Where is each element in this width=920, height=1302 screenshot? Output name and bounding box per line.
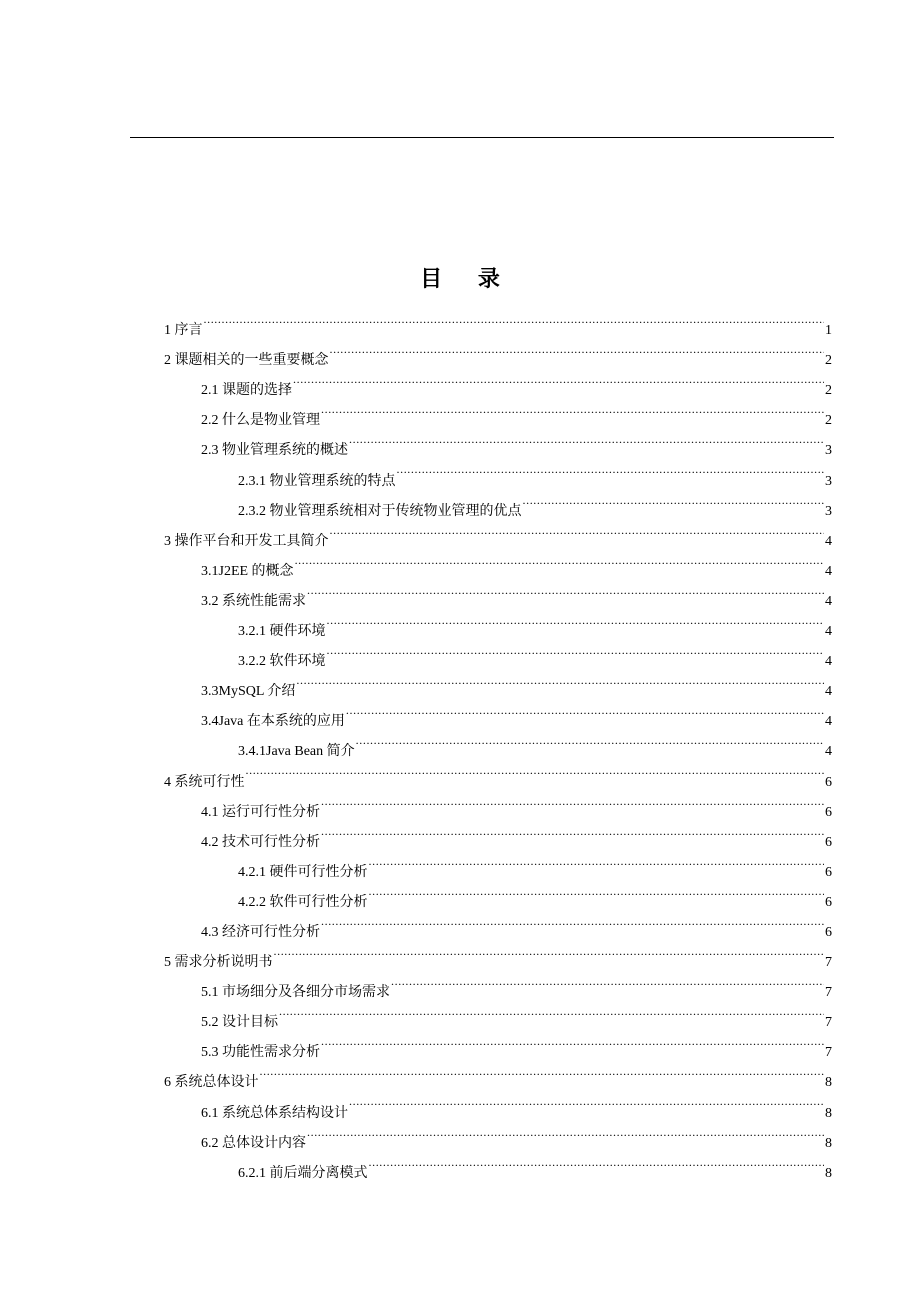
toc-dot-leader [369, 1147, 825, 1177]
toc-entry-page-number: 8 [825, 1135, 832, 1151]
toc-entry-page-number: 6 [825, 774, 832, 790]
toc-entry-page-number: 4 [825, 533, 832, 549]
toc-dot-leader [204, 304, 825, 334]
toc-entry-page-number: 3 [825, 473, 832, 489]
toc-entry[interactable] [164, 304, 832, 339]
toc-dot-leader [246, 755, 825, 785]
toc-dot-leader [369, 846, 825, 876]
toc-entry-page-number: 3 [825, 443, 832, 459]
toc-entry-label: 6.2.1 前后端分离模式 [238, 1165, 368, 1181]
toc-entry-label: 3.4.1Java Bean 简介 [238, 744, 355, 760]
toc-entry-label: 2.3 物业管理系统的概述 [201, 443, 348, 459]
toc-dot-leader [321, 906, 824, 936]
toc-entry-label: 3.3MySQL 介绍 [201, 684, 296, 700]
toc-entry-label: 1 序言 [164, 323, 203, 339]
toc-entry-page-number: 4 [825, 624, 832, 640]
toc-dot-leader [327, 605, 825, 635]
toc-entry-label: 4.1 运行可行性分析 [201, 804, 320, 820]
toc-entry-label: 2.3.2 物业管理系统相对于传统物业管理的优点 [238, 503, 522, 519]
toc-dot-leader [307, 575, 824, 605]
toc-dot-leader [330, 515, 825, 545]
toc-dot-leader [274, 936, 825, 966]
toc-entry-page-number: 4 [825, 684, 832, 700]
toc-title: 目 录 [420, 266, 514, 292]
header-rule [130, 137, 834, 138]
toc-entry-label: 4.2.2 软件可行性分析 [238, 894, 368, 910]
toc-dot-leader [369, 876, 825, 906]
toc-entry-page-number: 1 [825, 323, 832, 339]
toc-entry-label: 3.4Java 在本系统的应用 [201, 714, 345, 730]
toc-entry[interactable] [164, 1086, 832, 1121]
toc-entry-label: 6 系统总体设计 [164, 1075, 259, 1091]
toc-entry-label: 6.2 总体设计内容 [201, 1135, 306, 1151]
toc-entry-label: 2.3.1 物业管理系统的特点 [238, 473, 396, 489]
toc-entry-page-number: 6 [825, 894, 832, 910]
toc-entry[interactable] [164, 334, 832, 369]
toc-entry-page-number: 7 [825, 1045, 832, 1061]
toc-entry-label: 3.1J2EE 的概念 [201, 563, 294, 579]
toc-dot-leader [327, 635, 825, 665]
toc-entry-page-number: 7 [825, 955, 832, 971]
toc-dot-leader [279, 996, 824, 1026]
toc-entry-page-number: 4 [825, 654, 832, 670]
toc-dot-leader [523, 485, 825, 515]
toc-dot-leader [296, 665, 824, 695]
toc-entry-label: 3.2.1 硬件环境 [238, 624, 326, 640]
toc-entry-page-number: 6 [825, 864, 832, 880]
toc-entry-label: 2.1 课题的选择 [201, 383, 292, 399]
toc-entry[interactable] [164, 786, 832, 820]
toc-entry-label: 4.2 技术可行性分析 [201, 834, 320, 850]
toc-entry[interactable] [164, 755, 832, 790]
toc-dot-leader [307, 1117, 824, 1147]
toc-entry-page-number: 2 [825, 383, 832, 399]
toc-dot-leader [346, 695, 824, 725]
toc-dot-leader [321, 1026, 824, 1056]
toc-entry-page-number: 4 [825, 744, 832, 760]
toc-entry-page-number: 7 [825, 1015, 832, 1031]
toc-entry-label: 4 系统可行性 [164, 774, 245, 790]
toc-entry-page-number: 2 [825, 413, 832, 429]
toc-dot-leader [321, 786, 824, 816]
toc-entry-page-number: 4 [825, 593, 832, 609]
toc-entry-label: 5 需求分析说明书 [164, 955, 273, 971]
toc-entry-label: 4.2.1 硬件可行性分析 [238, 864, 368, 880]
toc-entry-label: 3 操作平台和开发工具简介 [164, 533, 329, 549]
toc-entry-page-number: 6 [825, 924, 832, 940]
toc-entry-page-number: 8 [825, 1105, 832, 1121]
toc-dot-leader [397, 454, 825, 484]
toc-entry-label: 3.2 系统性能需求 [201, 593, 306, 609]
toc-dot-leader [293, 364, 824, 394]
toc-entry-page-number: 4 [825, 714, 832, 730]
toc-entry-page-number: 4 [825, 563, 832, 579]
toc-entry-label: 2 课题相关的一些重要概念 [164, 353, 329, 369]
toc-entry-page-number: 8 [825, 1075, 832, 1091]
toc-entry-page-number: 8 [825, 1165, 832, 1181]
toc-entry[interactable] [164, 1056, 832, 1091]
toc-entry-label: 5.3 功能性需求分析 [201, 1045, 320, 1061]
toc-entry-label: 3.2.2 软件环境 [238, 654, 326, 670]
toc-entry-label: 4.3 经济可行性分析 [201, 924, 320, 940]
toc-dot-leader [391, 966, 824, 996]
toc-dot-leader [356, 725, 824, 755]
toc-dot-leader [321, 816, 824, 846]
toc-dot-leader [349, 424, 824, 454]
toc-dot-leader [349, 1086, 824, 1116]
toc-dot-leader [321, 394, 824, 424]
toc-entry-page-number: 6 [825, 804, 832, 820]
toc-entry-page-number: 2 [825, 353, 832, 369]
toc-entry-page-number: 6 [825, 834, 832, 850]
toc-entry-label: 6.1 系统总体系结构设计 [201, 1105, 348, 1121]
toc-dot-leader [260, 1056, 825, 1086]
toc-dot-leader [330, 334, 825, 364]
toc-dot-leader [295, 545, 824, 575]
toc-entry-label: 2.2 什么是物业管理 [201, 413, 320, 429]
table-of-contents [164, 304, 832, 1181]
toc-entry-page-number: 7 [825, 985, 832, 1001]
toc-entry-page-number: 3 [825, 503, 832, 519]
toc-entry-label: 5.1 市场细分及各细分市场需求 [201, 985, 390, 1001]
toc-entry-label: 5.2 设计目标 [201, 1015, 278, 1031]
